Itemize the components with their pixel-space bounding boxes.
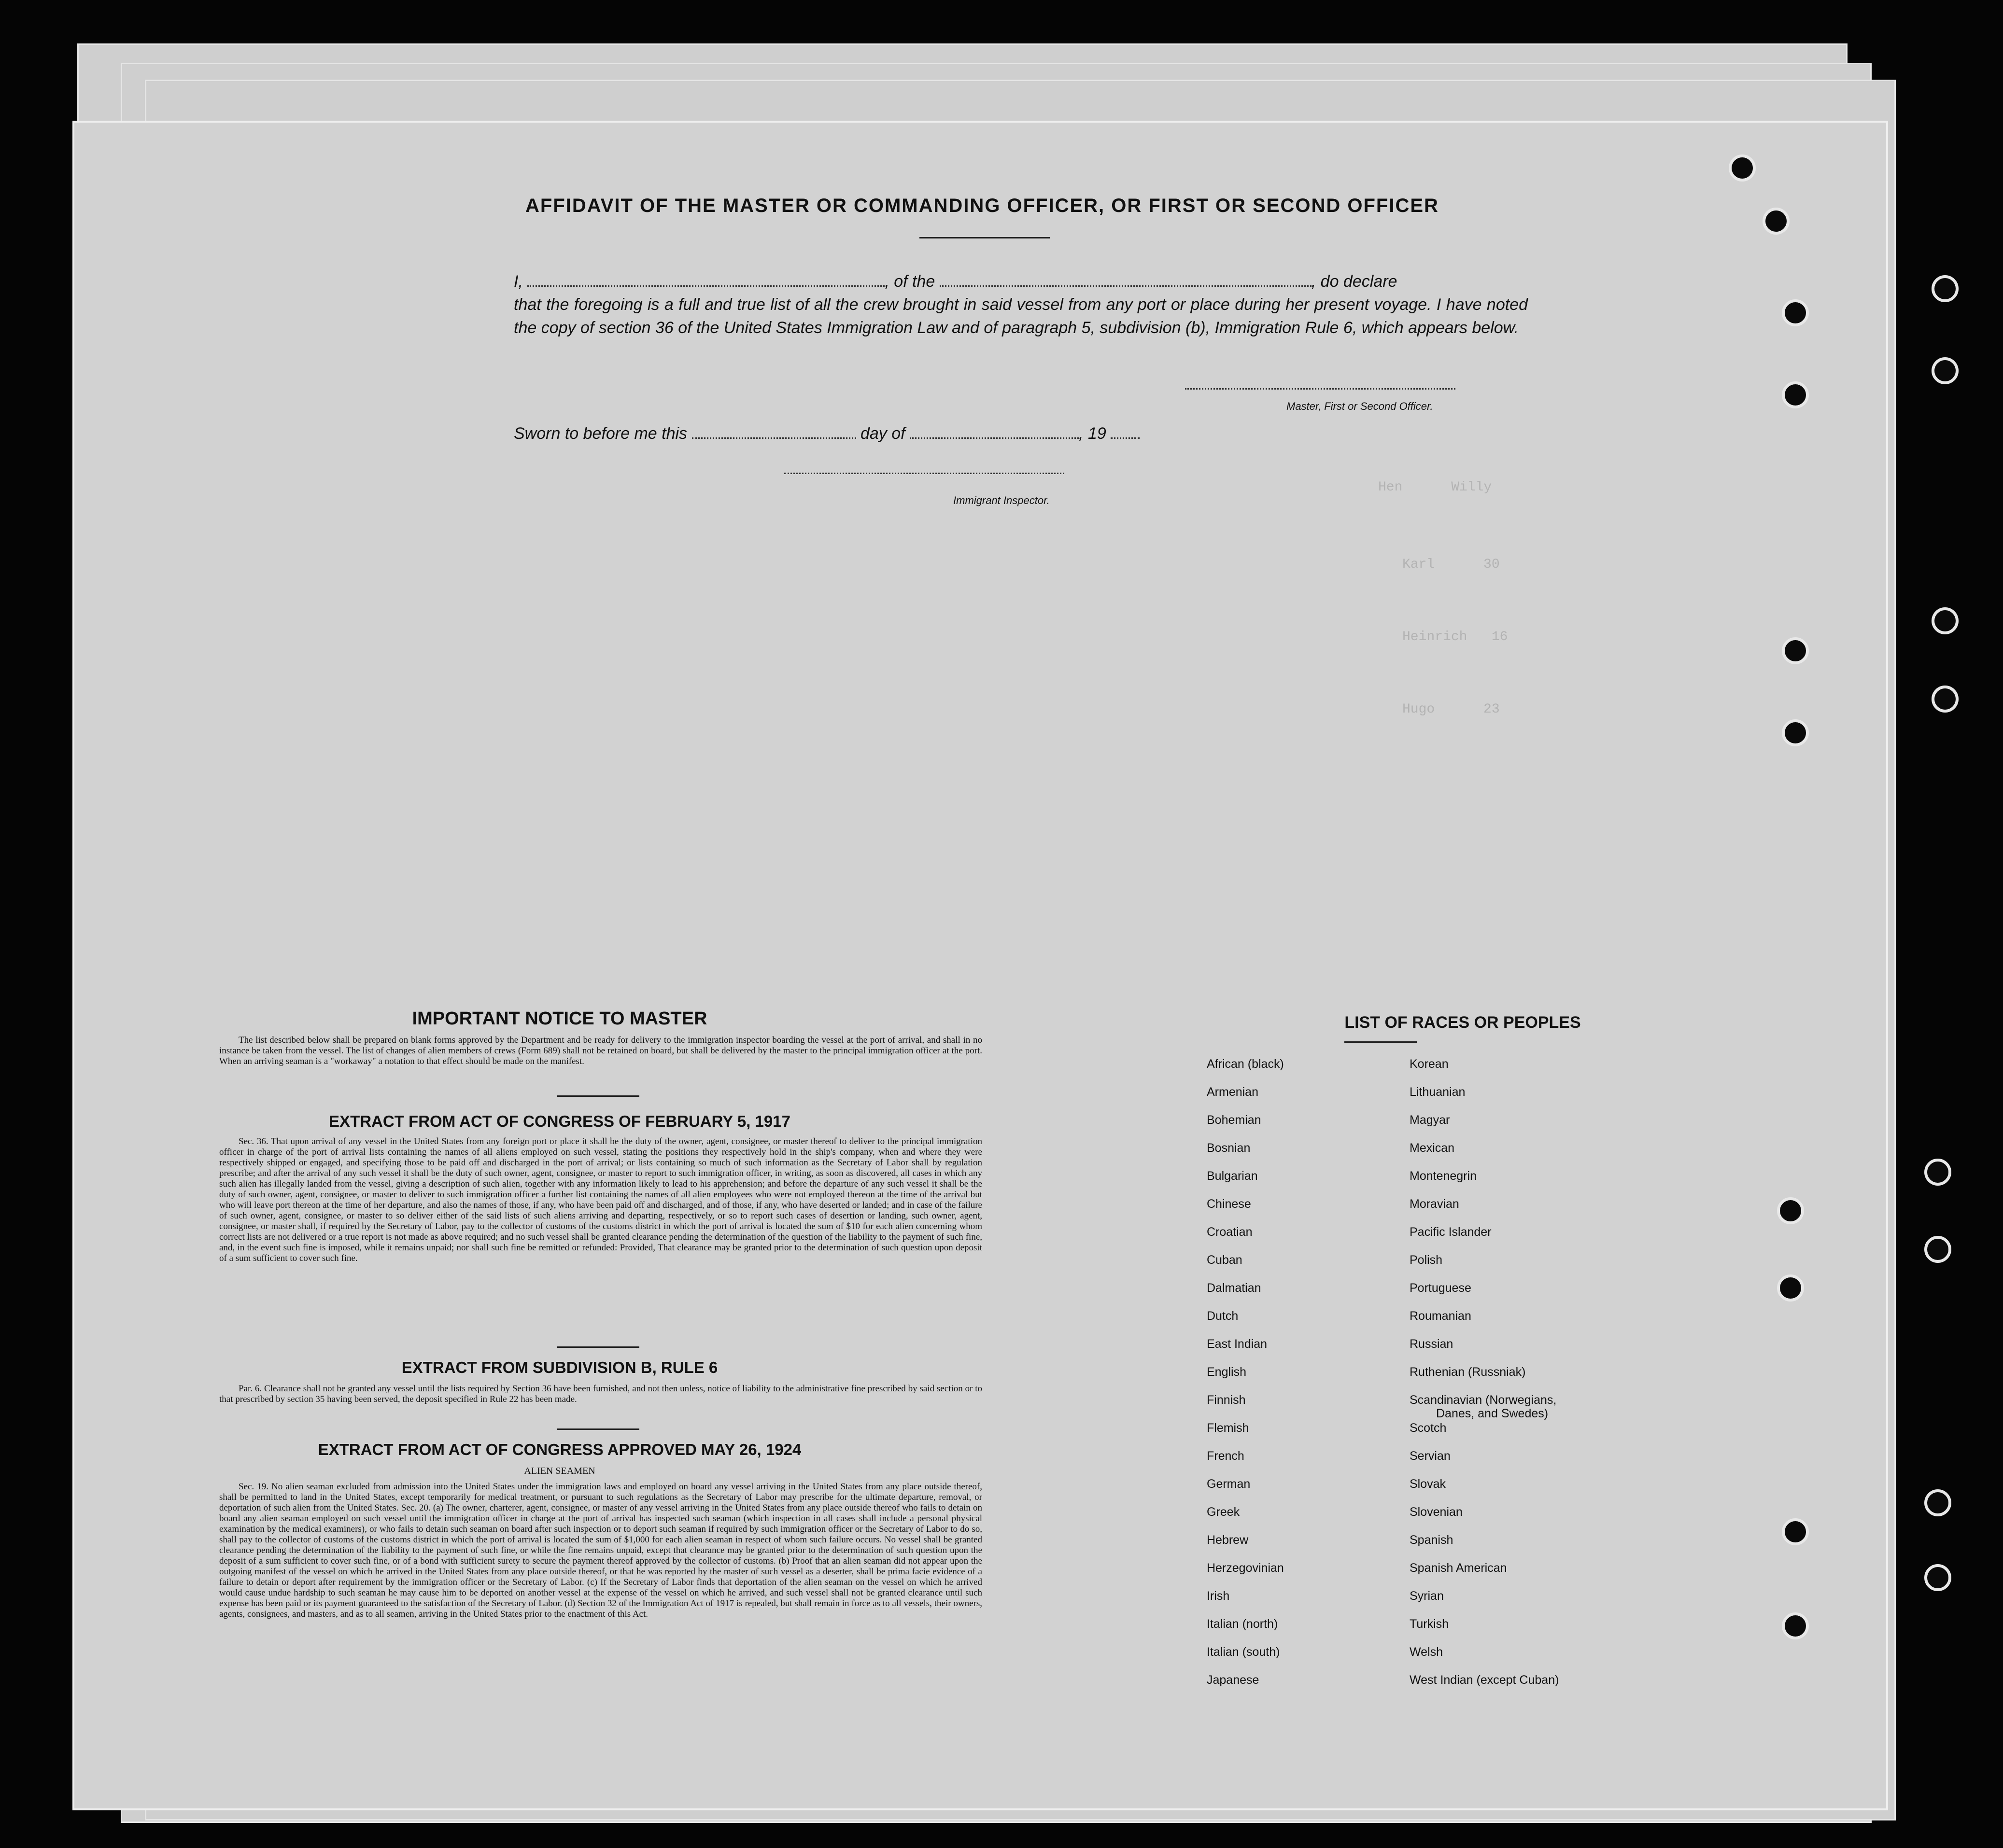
master-signature-line[interactable] [1185, 388, 1455, 390]
race-item: Chinese [1207, 1197, 1251, 1211]
race-item: Bohemian [1207, 1113, 1261, 1127]
divider [1344, 1041, 1417, 1043]
race-item: Slovak [1410, 1477, 1446, 1491]
extract-1924-title: EXTRACT FROM ACT OF CONGRESS APPROVED MAY 26, 1924 [318, 1441, 802, 1458]
notice-title: IMPORTANT NOTICE TO MASTER [412, 1008, 707, 1029]
punch-hole [1782, 381, 1809, 408]
punch-hole [1924, 1564, 1951, 1591]
punch-hole [1729, 154, 1756, 182]
race-item: Armenian [1207, 1085, 1258, 1099]
punch-hole [1777, 1274, 1804, 1302]
race-item: Ruthenian (Russniak) [1410, 1365, 1526, 1379]
punch-hole [1924, 1159, 1951, 1186]
divider [557, 1095, 639, 1097]
punch-hole [1782, 719, 1809, 746]
punch-hole [1777, 1197, 1804, 1224]
sworn-month-blank[interactable] [910, 437, 1079, 439]
race-item: Lithuanian [1410, 1085, 1466, 1099]
punch-hole [1932, 275, 1959, 302]
race-item: Moravian [1410, 1197, 1459, 1211]
punch-hole [1782, 299, 1809, 326]
punch-hole [1782, 637, 1809, 664]
affidavit-of: , of the [885, 272, 935, 291]
race-item: Bosnian [1207, 1141, 1251, 1155]
sworn-day-label: day of [860, 424, 905, 443]
sworn-year-label: , 19 [1079, 424, 1106, 443]
bleed-through: Karl 30 [1402, 557, 1500, 572]
race-item: Hebrew [1207, 1533, 1249, 1547]
extract-1924-subtitle: ALIEN SEAMEN [524, 1466, 595, 1476]
race-item: Scandinavian (Norwegians, [1410, 1393, 1557, 1407]
race-item: Scotch [1410, 1421, 1447, 1435]
races-title: LIST OF RACES OR PEOPLES [1344, 1013, 1581, 1032]
race-item: Magyar [1410, 1113, 1450, 1127]
race-item: Greek [1207, 1505, 1240, 1519]
race-item: Bulgarian [1207, 1169, 1258, 1183]
race-item: Korean [1410, 1057, 1449, 1071]
vessel-blank[interactable] [940, 285, 1312, 287]
race-item: Japanese [1207, 1673, 1259, 1687]
race-item: Irish [1207, 1589, 1230, 1603]
name-blank[interactable] [527, 285, 885, 287]
bleed-through: Hugo 23 [1402, 702, 1500, 717]
punch-hole [1924, 1236, 1951, 1263]
subdivision-b-title: EXTRACT FROM SUBDIVISION B, RULE 6 [401, 1358, 718, 1376]
extract-1924-text: Sec. 19. No alien seaman excluded from admission into the United States under the immigration laws and employed on board any vessel arriving in the United States from any place outside thereof, shall be permitted to land in the United States, except temporarily for medical treatment, or pursuant to such regulations as the Secretary of Labor may prescribe for the ultimate departure, removal, or deportation of such alien from the United States. Sec. 20. (a) The owner, charterer, agent, consignee, or master of any vessel arriving in the United States from any place outside thereof who fails to detain on board any alien seaman employed on such vessel until the immigration officer in charge at the port of arrival has inspected such seaman (which inspection in all cases shall include a personal physical examination by the medical examiners), or who fails to detain such seaman on board after such inspection or to deport such seaman if required by such immigration officer or the Secretary of Labor to do so, shall pay to the collector of customs of the customs district in which the port of arrival is located the sum of $1,000 for each alien seaman in respect of whom such failure occurs. No vessel shall be granted clearance pending the determination of the liability to the payment of such fine, or while the fine remains unpaid, except that clearance may be granted prior to the determination of such question upon the deposit of a sum sufficient to cover such fine, or of a bond with sufficient surety to secure the payment thereof approved by the collector of customs. (b) Proof that an alien seaman did not appear upon the outgoing manifest of the vessel on which he arrived in the United States from any place outside thereof, or that he was reported by the master of such vessel as a deserter, shall be prima facie evidence of a failure to detain or deport after requirement by the immigration officer or the Secretary of Labor. (c) If the Secretary of Labor finds that deportation of the alien seaman on the vessel on which he arrived would cause undue hardship to such seaman he may cause him to be deported on another vessel at the expense of the vessel on which he arrived, and such vessel shall not be granted clearance until such expense has been paid or its payment guaranteed to the satisfaction of the Secretary of Labor. (d) Section 32 of the Immigration Act of 1917 is repealed, but shall remain in force as to all vessels, their owners, agents, consignees, and masters, and as to all seamen, arriving in the United States prior to the enactment of this Act. [219, 1482, 982, 1619]
master-signature-label: Master, First or Second Officer. [1286, 400, 1433, 412]
race-item: Flemish [1207, 1421, 1249, 1435]
race-item: Turkish [1410, 1617, 1449, 1631]
race-item: English [1207, 1365, 1246, 1379]
race-item: African (black) [1207, 1057, 1284, 1071]
sworn-year-blank[interactable] [1111, 437, 1140, 439]
manifest-sheet [72, 121, 1888, 1810]
race-item: Dalmatian [1207, 1281, 1261, 1295]
race-item: Pacific Islander [1410, 1225, 1492, 1239]
race-item: Spanish American [1410, 1561, 1507, 1575]
race-item: Polish [1410, 1253, 1443, 1267]
inspector-signature-line[interactable] [784, 473, 1064, 474]
punch-hole [1924, 1489, 1951, 1516]
punch-hole [1932, 607, 1959, 634]
title-divider [919, 237, 1050, 238]
race-item: Syrian [1410, 1589, 1444, 1603]
bleed-through: Heinrich 16 [1402, 630, 1508, 644]
sworn-line [514, 422, 1190, 445]
affidavit-title: AFFIDAVIT OF THE MASTER OR COMMANDING OFFICER, OR FIRST OR SECOND OFFICER [525, 195, 1439, 216]
punch-hole [1782, 1612, 1809, 1639]
affidavit-i: I, [514, 272, 523, 291]
affidavit-line-1 [514, 270, 1528, 293]
race-item-continuation: Danes, and Swedes) [1436, 1407, 1549, 1420]
race-item: West Indian (except Cuban) [1410, 1673, 1559, 1687]
sworn-prefix: Sworn to before me this [514, 424, 688, 443]
divider [557, 1428, 639, 1430]
race-item: Herzegovinian [1207, 1561, 1284, 1575]
sworn-day-blank[interactable] [692, 437, 856, 439]
race-item: Montenegrin [1410, 1169, 1477, 1183]
punch-hole [1932, 686, 1959, 713]
affidavit-declare: , do declare [1311, 272, 1397, 291]
extract-1917-text: Sec. 36. That upon arrival of any vessel in the United States from any foreign port or place it shall be the duty of the owner, agent, consignee, or master thereof to deliver to the principal immigration officer in charge of the port of arrival lists containing the names of all aliens employed on such vessel, stating the positions they respectively hold in the ship's company, when and where they were respectively shipped or engaged, and specifying those to be paid off and discharged in the port of arrival; or lists containing so much of such information as the Secretary of Labor shall by regulation prescribe; and after the arrival of any such vessel it shall be the duty of such owner, agent, consignee, or master to report to such immigration officer, in writing, as soon as discovered, all cases in which any such alien has illegally landed from the vessel, giving a description of such alien, together with any information likely to lead to his apprehension; and before the departure of any such vessel it shall be the duty of such owner, agent, consignee, or master to deliver to such immigration officer a further list containing the names of all alien employees who were not employed thereon at the time of the arrival but who will leave port thereon at the time of her departure, and also the names of those, if any, who have been paid off and discharged, and of those, if any, who have deserted or landed; and in case of the failure of such owner, agent, consignee, or master to so deliver either of the said lists of such aliens arriving and departing, respectively, or so to report such cases of desertion or landing, such owner, agent, consignee, or master shall, if required by the Secretary of Labor, pay to the collector of customs of the customs district in which the port of arrival is located the sum of $10 for each alien concerning whom correct lists are not delivered or a true report is not made as above required; and no such vessel shall be granted clearance pending the determination of the question of the liability to the payment of such fine, and, in the event such fine is imposed, while it remains unpaid; nor shall such fine be remitted or refunded: Provided, That clearance may be granted prior to the determination of such question upon deposit of a sum sufficient to cover such fine. [219, 1136, 982, 1263]
race-item: Russian [1410, 1337, 1453, 1351]
race-item: German [1207, 1477, 1251, 1491]
race-item: Portuguese [1410, 1281, 1471, 1295]
race-item: Italian (south) [1207, 1645, 1280, 1659]
inspector-signature-label: Immigrant Inspector. [953, 494, 1050, 506]
race-item: Roumanian [1410, 1309, 1471, 1323]
extract-1917-title: EXTRACT FROM ACT OF CONGRESS OF FEBRUARY 5, 1917 [329, 1112, 790, 1130]
race-item: French [1207, 1449, 1244, 1463]
race-item: Spanish [1410, 1533, 1453, 1547]
race-item: Slovenian [1410, 1505, 1463, 1519]
race-item: Mexican [1410, 1141, 1455, 1155]
punch-hole [1763, 208, 1790, 235]
subdivision-b-text: Par. 6. Clearance shall not be granted any vessel until the lists required by Section 36 have been furnished, and not then unless, notice of liability to the administrative fine prescribed by said section or to that prescribed by section 35 having been served, the deposit specified in Rule 22 has been made. [219, 1384, 982, 1404]
race-item: Italian (north) [1207, 1617, 1278, 1631]
affidavit-body: that the foregoing is a full and true list of all the crew brought in said vessel from any port or place during her present voyage. I have noted the copy of section 36 of the United States Immigration Law and of paragraph 5, subdivision (b), Immigration Rule 6, which appears below. [514, 295, 1528, 337]
race-item: Finnish [1207, 1393, 1246, 1407]
punch-hole [1782, 1518, 1809, 1545]
race-item: Dutch [1207, 1309, 1239, 1323]
race-item: Servian [1410, 1449, 1451, 1463]
race-item: Welsh [1410, 1645, 1443, 1659]
race-item: Croatian [1207, 1225, 1253, 1239]
punch-hole [1932, 357, 1959, 384]
notice-text: The list described below shall be prepared on blank forms approved by the Department and be ready for delivery to the immigration inspector boarding the vessel at the port of arrival, and shall in no instance be taken from the vessel. The list of changes of alien members of crews (Form 689) shall not be retained on board, but shall be delivered by the master to the principal immigration officer at the port. When an arriving seaman is a "workaway" a notation to that effect should be made on the manifest. [219, 1035, 982, 1066]
race-item: Cuban [1207, 1253, 1242, 1267]
race-item: East Indian [1207, 1337, 1268, 1351]
bleed-through: Hen Willy [1378, 480, 1492, 495]
divider [557, 1346, 639, 1348]
